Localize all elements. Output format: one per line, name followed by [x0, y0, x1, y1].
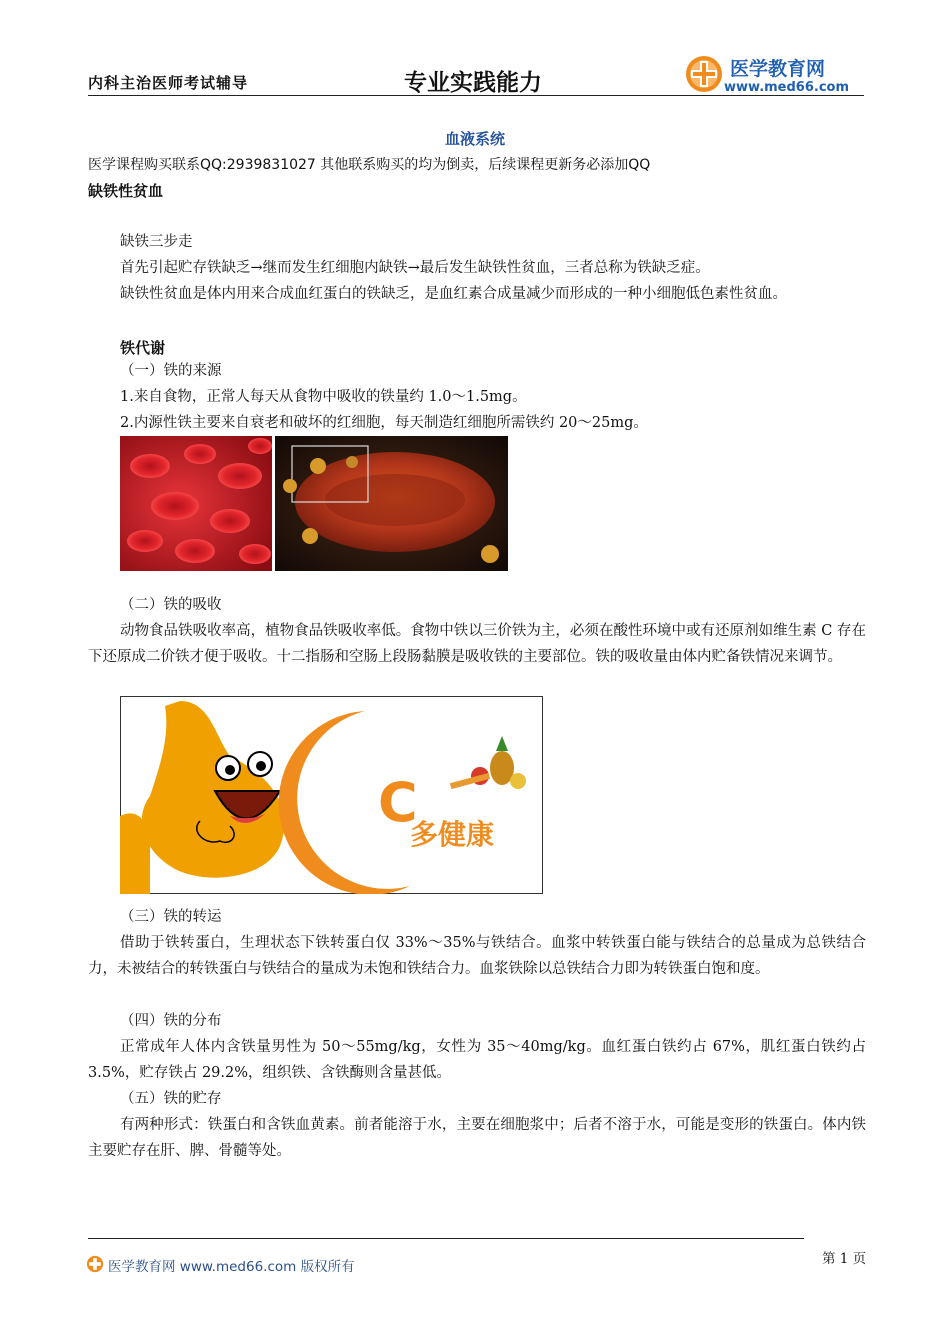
- logo-brand-name: 医学教育网: [730, 58, 826, 80]
- image-text-bottom: 多健康: [410, 818, 495, 851]
- source-title: （一）铁的来源: [120, 363, 222, 379]
- metabolism-heading: 铁代谢: [120, 339, 166, 357]
- distribution-text: 正常成年人体内含铁量男性为 50～55mg/kg，女性为 35～40mg/kg。血红蛋白铁约占 67%，肌红蛋白铁约占 3.5%，贮存铁占 29.2%，组织铁、含铁酶则含量甚低。: [88, 1039, 866, 1081]
- storage-text: 有两种形式：铁蛋白和含铁血黄素。前者能溶于水，主要在细胞浆中；后者不溶于水，可能是变形的铁蛋白。体内铁主要贮存在肝、脾、骨髓等处。: [88, 1117, 866, 1159]
- intro-line-2: 缺铁性贫血是体内用来合成血红蛋白的铁缺乏，是血红素合成量减少而形成的一种小细胞低色素性贫血。: [120, 286, 787, 302]
- stomach-vitamin-c-image: [120, 696, 543, 894]
- topic-heading: 缺铁性贫血: [88, 182, 164, 200]
- site-logo[interactable]: [684, 54, 864, 96]
- transport-text: 借助于铁转蛋白，生理状态下铁转蛋白仅 33%～35%与铁结合。血浆中转铁蛋白能与铁结合的总量成为总铁结合力，未被结合的转铁蛋白与铁结合的量成为未饱和铁结合力。血浆铁除以总铁结合力即为转铁蛋白饱和度。: [88, 935, 866, 977]
- footer-copyright: 医学教育网 www.med66.com 版权所有: [108, 1259, 355, 1275]
- footer-divider: [88, 1238, 804, 1239]
- intro-heading: 缺铁三步走: [120, 234, 193, 250]
- header-center-title: 专业实践能力: [404, 70, 542, 96]
- transport-title: （三）铁的转运: [120, 909, 222, 925]
- storage-title: （五）铁的贮存: [120, 1091, 222, 1107]
- absorption-title: （二）铁的吸收: [120, 597, 222, 613]
- section-title: 血液系统: [444, 130, 505, 148]
- medical-cross-logo-icon: [684, 54, 724, 94]
- intro-line-1: 首先引起贮存铁缺乏→继而发生红细胞内缺铁→最后发生缺铁性贫血，三者总称为铁缺乏症。: [120, 260, 710, 276]
- logo-url: www.med66.com: [724, 80, 850, 95]
- page-number: 第 1 页: [822, 1251, 867, 1267]
- source-item-1: 1.来自食物，正常人每天从食物中吸收的铁量约 1.0～1.5mg。: [120, 389, 527, 405]
- distribution-title: （四）铁的分布: [120, 1013, 222, 1029]
- footer-logo-icon: [86, 1255, 104, 1277]
- absorption-text: 动物食品铁吸收率高，植物食品铁吸收率低。食物中铁以三价铁为主，必须在酸性环境中或有还原剂如维生素 C 存在下还原成二价铁才便于吸收。十二指肠和空肠上段肠黏膜是吸收铁的主要部位。铁的吸收量由体内贮备铁情况来调节。: [88, 623, 866, 665]
- source-item-2: 2.内源性铁主要来自衰老和破坏的红细胞，每天制造红细胞所需铁约 20～25mg。: [120, 415, 648, 431]
- image-text-c: C: [378, 771, 418, 834]
- contact-notice: 医学课程购买联系QQ:2939831027 其他联系购买的均为倒卖，后续课程更新务必添加QQ: [88, 157, 651, 173]
- header-divider: [88, 95, 864, 96]
- image-text-top: 多: [352, 748, 379, 778]
- red-blood-cell-image: [120, 436, 508, 571]
- header-left-title: 内科主治医师考试辅导: [88, 74, 249, 92]
